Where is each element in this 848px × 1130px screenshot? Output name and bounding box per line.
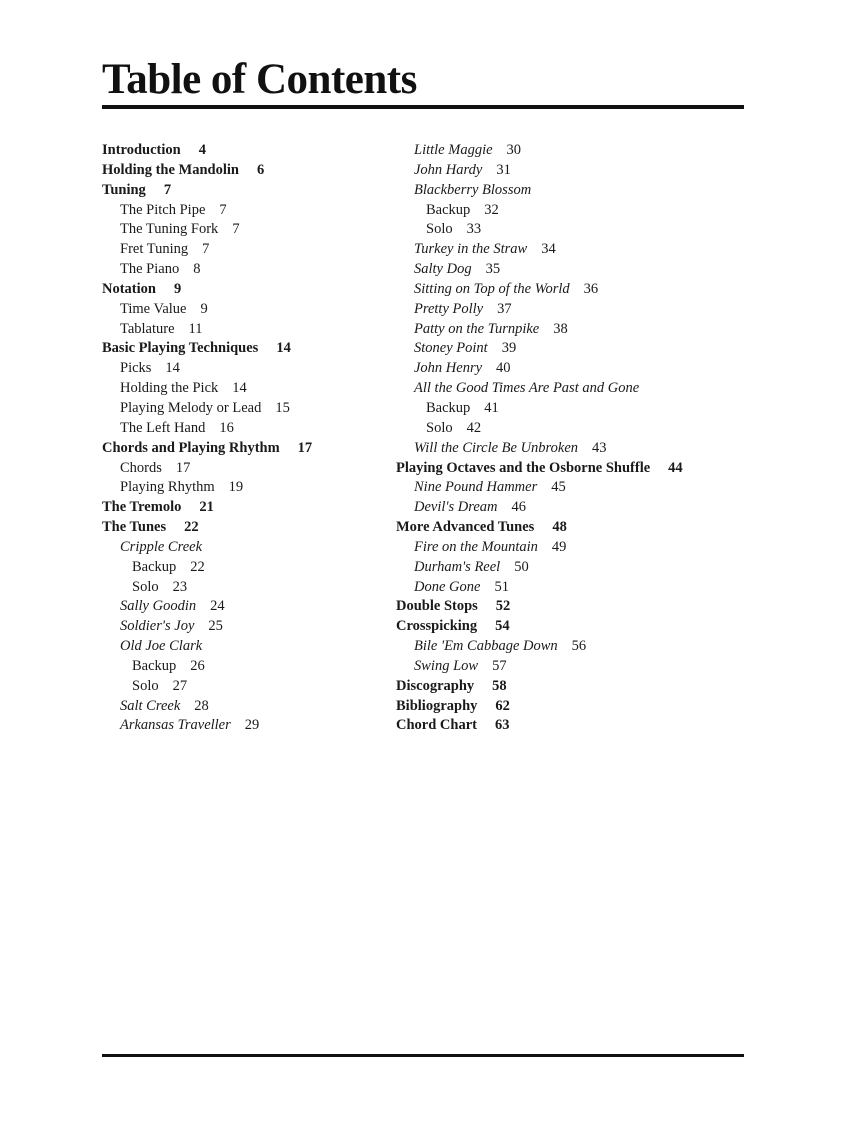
toc-entry [102, 578, 312, 598]
toc-entry [396, 617, 683, 637]
toc-entry-page: 33 [466, 221, 482, 238]
toc-entry-title: Fire on the Mountain [414, 538, 538, 555]
toc-entry [102, 518, 312, 538]
toc-entry-page: 9 [200, 300, 208, 317]
toc-entry [396, 201, 683, 221]
toc-entry-page: 7 [163, 181, 172, 198]
toc-entry [396, 280, 683, 300]
toc-entry-title: Backup [426, 399, 471, 416]
toc-entry-page: 56 [571, 638, 587, 655]
toc-entry [396, 439, 683, 459]
toc-entry [102, 697, 312, 717]
toc-entry-title: Little Maggie [414, 142, 493, 158]
toc-entry [102, 419, 312, 439]
toc-entry [102, 478, 312, 498]
toc-entry [102, 320, 312, 340]
toc-entry [396, 677, 683, 697]
toc-entry-title: All the Good Times Are Past and Gone [414, 380, 640, 397]
toc-entry-title: Tuning [102, 181, 146, 198]
toc-entry-page: 4 [198, 142, 206, 158]
toc-entry [102, 201, 312, 221]
toc-entry-page: 41 [484, 399, 499, 416]
toc-entry-page: 26 [190, 657, 205, 674]
toc-entry [396, 419, 683, 439]
toc-entry-page: 49 [551, 538, 567, 555]
toc-entry-title: Discography [396, 677, 475, 694]
toc-entry [396, 379, 683, 399]
toc-entry-title: Swing Low [414, 657, 479, 674]
toc-entry-page: 38 [553, 320, 568, 337]
toc-entry-title: John Hardy [414, 161, 483, 178]
toc-entry [396, 220, 683, 240]
toc-entry-title: Salty Dog [414, 261, 472, 278]
toc-entry [102, 141, 312, 161]
toc-entry-page: 42 [466, 419, 482, 436]
toc-entry-page: 14 [276, 340, 291, 357]
toc-entry-title: Solo [426, 419, 453, 436]
toc-entry-page: 50 [514, 558, 529, 575]
toc-right-column [396, 141, 683, 736]
toc-entry-page: 22 [190, 558, 205, 575]
toc-entry-title: The Tremolo [102, 499, 182, 516]
toc-entry [102, 637, 312, 657]
toc-entry [102, 260, 312, 280]
toc-entry-page: 36 [583, 280, 599, 297]
toc-entry [102, 399, 312, 419]
toc-entry [396, 260, 683, 280]
toc-entry-title: Cripple Creek [120, 538, 203, 555]
toc-entry-title: The Left Hand [120, 419, 206, 436]
toc-entry-title: Sally Goodin [120, 598, 197, 615]
toc-entry-title: Backup [132, 558, 177, 575]
toc-entry-page: 32 [484, 201, 499, 218]
toc-entry [396, 300, 683, 320]
toc-entry-page: 51 [494, 578, 509, 595]
toc-entry-title: Backup [132, 657, 177, 674]
toc-left-column [102, 141, 312, 736]
toc-entry-page: 37 [497, 300, 512, 317]
toc-entry [396, 359, 683, 379]
toc-entry-page: 14 [232, 380, 247, 397]
toc-entry-title: John Henry [414, 360, 483, 377]
toc-entry-title: More Advanced Tunes [396, 519, 535, 536]
toc-entry-page: 52 [495, 598, 511, 615]
toc-entry-page: 7 [202, 241, 210, 258]
toc-entry-title: Patty on the Turnpike [414, 320, 540, 337]
toc-entry-title: Bile 'Em Cabbage Down [414, 638, 558, 655]
toc-entry-page: 25 [208, 618, 223, 635]
toc-entry-title: Notation [102, 280, 156, 297]
toc-entry-title: Basic Playing Techniques [102, 340, 259, 357]
toc-entry [396, 339, 683, 359]
toc-entry [102, 300, 312, 320]
toc-entry [396, 161, 683, 181]
toc-entry-title: Nine Pound Hammer [414, 479, 538, 496]
toc-entry [102, 280, 312, 300]
toc-entry-page: 62 [495, 697, 510, 714]
toc-entry-page: 63 [494, 717, 510, 734]
toc-entry [102, 459, 312, 479]
toc-entry-title: Double Stops [396, 598, 478, 615]
toc-entry [102, 716, 312, 736]
toc-entry [396, 578, 683, 598]
toc-entry-page: 30 [506, 142, 522, 158]
toc-entry [396, 697, 683, 717]
toc-entry-page: 19 [228, 479, 244, 496]
toc-entry-title: Chords [120, 459, 162, 476]
toc-entry [396, 538, 683, 558]
toc-entry [102, 657, 312, 677]
toc-entry-title: Sitting on Top of the World [414, 280, 570, 297]
toc-entry-title: The Tunes [102, 519, 167, 536]
toc-entry-title: Salt Creek [120, 697, 181, 714]
footer-rule [102, 1054, 744, 1057]
toc-entry-page: 48 [552, 519, 567, 536]
toc-entry [396, 518, 683, 538]
toc-entry [102, 379, 312, 399]
toc-entry-title: Blackberry Blossom [414, 181, 532, 198]
toc-entry-page: 46 [511, 499, 527, 516]
toc-entry [102, 339, 312, 359]
toc-entry-title: Fret Tuning [120, 241, 189, 258]
toc-entry-title: Will the Circle Be Unbroken [414, 439, 579, 456]
toc-entry-title: Crosspicking [396, 618, 478, 635]
toc-entry-page: 17 [297, 439, 313, 456]
toc-entry-title: The Tuning Fork [120, 221, 219, 238]
toc-entry-title: Tablature [120, 320, 175, 337]
toc-entry-page: 43 [592, 439, 607, 456]
toc-entry [102, 538, 312, 558]
toc-entry [396, 478, 683, 498]
toc-entry [102, 359, 312, 379]
toc-entry [102, 161, 312, 181]
toc-entry-page: 44 [668, 459, 683, 476]
toc-entry [396, 399, 683, 419]
toc-entry [396, 597, 683, 617]
toc-entry [102, 677, 312, 697]
toc-entry-page: 39 [501, 340, 517, 357]
toc-entry-title: Soldier's Joy [120, 618, 195, 635]
title-rule [102, 105, 744, 109]
toc-entry-title: Turkey in the Straw [414, 241, 528, 258]
toc-entry-title: Chord Chart [396, 717, 477, 734]
toc-entry-page: 27 [172, 677, 188, 694]
toc-entry-page: 24 [210, 598, 225, 615]
toc-entry-page: 11 [188, 320, 203, 337]
toc-entry-page: 40 [496, 360, 511, 377]
toc-entry [102, 498, 312, 518]
toc-entry-title: Arkansas Traveller [120, 717, 231, 734]
toc-entry [396, 716, 683, 736]
toc-entry-page: 16 [219, 419, 234, 436]
toc-entry [102, 617, 312, 637]
toc-entry-title: Holding the Pick [120, 380, 219, 397]
toc-entry-title: The Piano [120, 261, 180, 278]
toc-entry [396, 459, 683, 479]
toc-entry [102, 597, 312, 617]
toc-entry-title: Done Gone [414, 578, 481, 595]
toc-entry [396, 558, 683, 578]
toc-entry-title: Durham's Reel [414, 558, 501, 575]
toc-entry-page: 14 [165, 360, 180, 377]
toc-entry-title: Pretty Polly [414, 300, 484, 317]
toc-entry [396, 240, 683, 260]
toc-entry-title: Solo [426, 221, 453, 238]
toc-entry-title: Holding the Mandolin [102, 161, 239, 178]
toc-entry-page: 57 [492, 657, 507, 674]
toc-entry-page: 15 [275, 399, 290, 416]
toc-entry-page: 8 [193, 261, 201, 278]
toc-entry [102, 181, 312, 201]
toc-entry-page: 22 [184, 519, 199, 536]
toc-entry-page: 7 [219, 201, 227, 218]
toc-entry [102, 220, 312, 240]
toc-entry-page: 28 [194, 697, 209, 714]
toc-entry-page: 54 [495, 618, 510, 635]
toc-entry-title: Playing Octaves and the Osborne Shuffle [396, 459, 651, 476]
toc-entry-page: 34 [541, 241, 556, 258]
toc-entry-page: 45 [551, 479, 566, 496]
toc-entry [102, 558, 312, 578]
toc-entry-page: 17 [175, 459, 191, 476]
toc-entry-title: Stoney Point [414, 340, 488, 357]
toc-entry [102, 439, 312, 459]
toc-entry-title: Backup [426, 201, 471, 218]
toc-entry-page: 21 [199, 499, 214, 516]
toc-entry-title: Devil's Dream [414, 499, 498, 516]
toc-entry-page: 35 [485, 261, 501, 278]
toc-entry [396, 498, 683, 518]
toc-entry-title: Old Joe Clark [120, 638, 203, 655]
toc-entry-page: 6 [256, 161, 265, 178]
toc-entry [396, 320, 683, 340]
toc-entry-page: 31 [496, 161, 511, 178]
toc-entry-page: 9 [173, 280, 182, 297]
toc-entry [396, 181, 683, 201]
toc-entry [396, 637, 683, 657]
toc-entry-page: 29 [244, 717, 260, 734]
toc-entry-title: Playing Rhythm [120, 479, 215, 496]
toc-entry-title: Solo [132, 677, 159, 694]
toc-entry-page: 58 [492, 677, 507, 694]
toc-entry-title: Chords and Playing Rhythm [102, 439, 280, 456]
toc-entry [396, 141, 683, 161]
toc-entry [102, 240, 312, 260]
toc-entry-title: Solo [132, 578, 159, 595]
toc-entry-page: 7 [232, 221, 240, 238]
toc-entry-page: 23 [172, 578, 188, 595]
toc-entry-title: Introduction [102, 142, 181, 158]
toc-entry-title: Bibliography [396, 697, 478, 714]
page-title: Table of Contents [102, 56, 417, 103]
toc-entry [396, 657, 683, 677]
toc-entry-title: Time Value [120, 300, 187, 317]
toc-entry-title: The Pitch Pipe [120, 201, 206, 218]
toc-entry-title: Playing Melody or Lead [120, 399, 262, 416]
toc-entry-title: Picks [120, 360, 152, 377]
